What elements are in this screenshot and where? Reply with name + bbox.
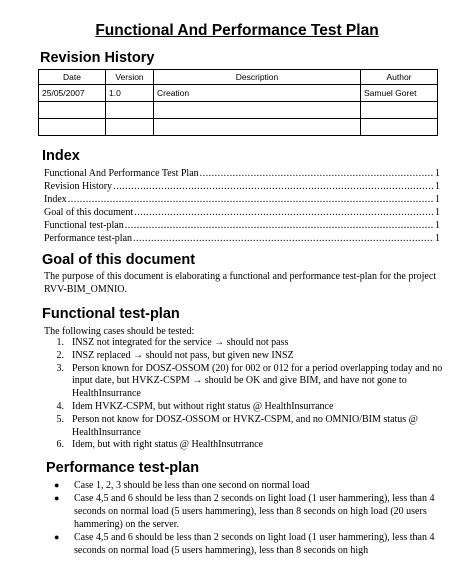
list-text: Person not know for DOSZ-OSSOM or HVKZ-CSPM, and no OMNIO/BIM status @ HealthInsurrance	[72, 413, 418, 438]
list-item	[54, 479, 446, 492]
list-number: 3.	[56, 362, 64, 374]
column-header-version: Version	[106, 70, 154, 85]
list-item	[54, 531, 446, 557]
list-number: 6.	[56, 439, 64, 451]
index-entry[interactable]	[44, 192, 440, 205]
list-text: Case 4,5 and 6 should be less than 2 seconds on light load (1 user hammering), less than 4 seconds on normal load (5 users hammering), less than 8 seconds on high	[74, 532, 435, 556]
dot-leader	[113, 181, 434, 192]
dot-leader	[125, 220, 434, 231]
list-item	[44, 350, 444, 363]
list-item	[44, 363, 444, 401]
table-cell: 1.0	[106, 85, 154, 102]
index-entry-label: Performance test-plan	[44, 233, 133, 244]
revision-history-heading: Revision History	[40, 50, 155, 66]
table-cell	[361, 119, 438, 136]
list-number: 4.	[56, 400, 64, 412]
index-entry-label: Functional test-plan	[44, 220, 124, 231]
index-entry-page: 1	[435, 233, 440, 244]
table-cell	[39, 119, 106, 136]
index-entry-label: Revision History	[44, 181, 113, 192]
list-number: 5.	[56, 413, 64, 425]
table-cell	[39, 102, 106, 119]
goal-paragraph: The purpose of this document is elaborating a functional and performance test-plan for the project RVV-BIM_OMNIO.	[44, 271, 437, 295]
column-header-author: Author	[361, 70, 438, 85]
index-entry-page: 1	[435, 168, 440, 179]
table-cell: 25/05/2007	[39, 85, 106, 102]
index-entry-page: 1	[435, 181, 440, 192]
list-item	[44, 337, 444, 350]
table-cell	[154, 102, 361, 119]
index-entry[interactable]	[44, 231, 440, 244]
dot-leader	[200, 168, 434, 179]
list-text: INSZ not integrated for the service → should not pass	[72, 337, 289, 348]
index-entry-page: 1	[435, 207, 440, 218]
index-entry[interactable]	[44, 166, 440, 179]
table-cell: Creation	[154, 85, 361, 102]
goal-heading: Goal of this document	[42, 252, 196, 268]
index-entry-label: Goal of this document	[44, 207, 134, 218]
functional-heading: Functional test-plan	[42, 306, 180, 322]
table-cell: Samuel Goret	[361, 85, 438, 102]
list-text: Case 4,5 and 6 should be less than 2 seconds on light load (1 user hammering), less than 4 seconds on normal load (5 users hammering), less than 8 seconds on high load (20 users hammering) on the server.	[74, 493, 435, 530]
bullet-icon: ●	[54, 532, 60, 542]
column-header-date: Date	[39, 70, 106, 85]
dot-leader	[68, 194, 434, 205]
list-number: 1.	[56, 337, 64, 348]
index-entry-label: Functional And Performance Test Plan	[44, 168, 199, 179]
list-text: Case 1, 2, 3 should be less than one second on normal load	[74, 480, 310, 491]
table-cell	[106, 102, 154, 119]
index-entry[interactable]	[44, 205, 440, 218]
list-item	[54, 492, 446, 531]
dot-leader	[134, 207, 434, 218]
table-row	[39, 85, 438, 102]
list-number: 2.	[56, 349, 64, 361]
list-item	[44, 401, 444, 414]
column-header-description: Description	[154, 70, 361, 85]
functional-cases-list	[44, 337, 444, 452]
index-entry-page: 1	[435, 194, 440, 205]
performance-heading: Performance test-plan	[46, 460, 200, 476]
performance-cases-list	[54, 479, 446, 557]
bullet-icon: ●	[54, 493, 60, 503]
bullet-icon: ●	[54, 480, 60, 490]
index-entry-label: Index	[44, 194, 67, 205]
table-cell	[361, 102, 438, 119]
list-item	[44, 439, 444, 452]
list-text: Idem HVKZ-CSPM, but without right status @ HealthInsurrance	[72, 400, 334, 412]
list-text: Person known for DOSZ-OSSOM (20) for 002 or 012 for a period overlapping today and no input date, but HVKZ-CSPM → should be OK and give BIM, and have not gone to HealthInsurrance	[72, 362, 443, 400]
revision-history-table	[38, 69, 438, 136]
document-title: Functional And Performance Test Plan	[95, 22, 379, 39]
index-heading: Index	[42, 148, 80, 164]
functional-intro: The following cases should be tested:	[44, 326, 195, 337]
table-row	[39, 119, 438, 136]
index-entry[interactable]	[44, 218, 440, 231]
table-header-row	[39, 70, 438, 85]
table-cell	[154, 119, 361, 136]
list-item	[44, 414, 444, 440]
list-text: INSZ replaced → should not pass, but given new INSZ	[72, 349, 294, 361]
list-text: Idem, but with right status @ HealthInsutrrance	[72, 439, 264, 451]
index-entry[interactable]	[44, 179, 440, 192]
table-row	[39, 102, 438, 119]
index-entry-page: 1	[435, 220, 440, 231]
dot-leader	[133, 233, 434, 244]
table-cell	[106, 119, 154, 136]
